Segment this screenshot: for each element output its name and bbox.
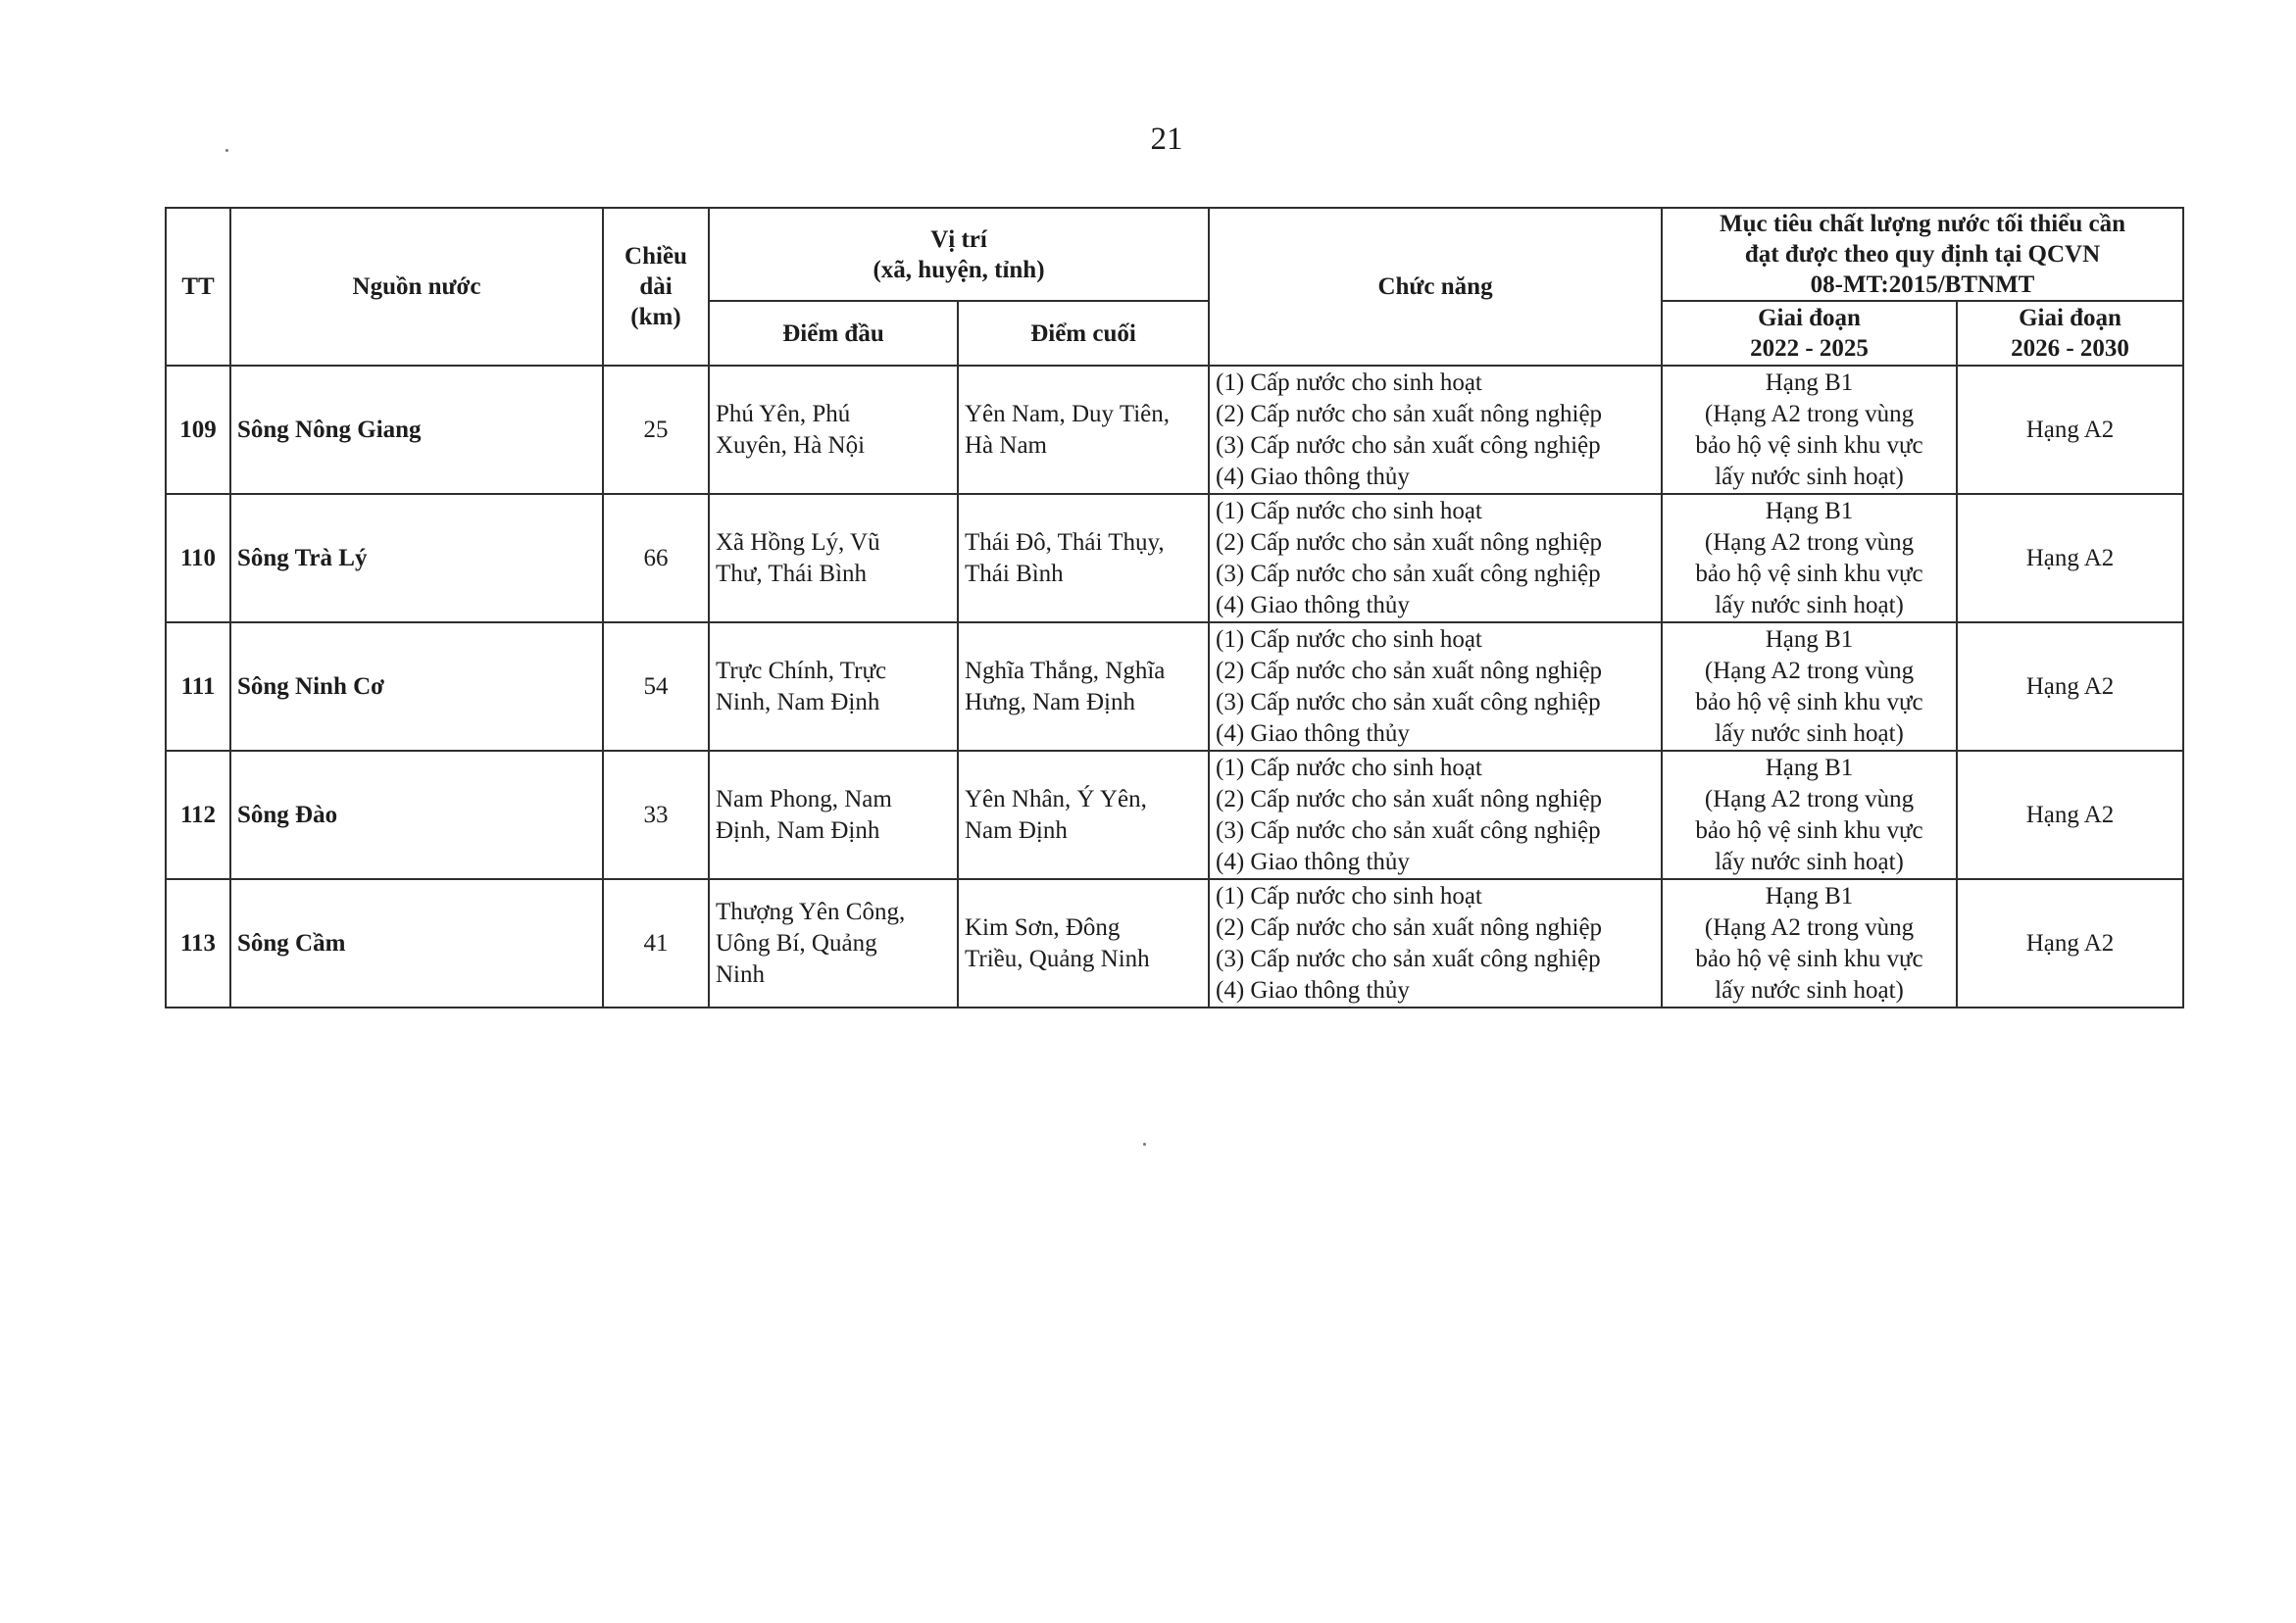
table-row [166, 879, 2183, 1008]
start-point-line: Uông Bí, Quảng [716, 929, 877, 957]
start-point [709, 622, 958, 751]
function-item: (4) Giao thông thủy [1216, 463, 1410, 490]
start-point [709, 494, 958, 622]
function-item: (1) Cấp nước cho sinh hoạt [1216, 497, 1482, 524]
quality-line: Hạng B1 [1765, 369, 1854, 396]
page-number: 21 [1150, 122, 1183, 157]
end-point-line: Kim Sơn, Đông [965, 913, 1121, 941]
function-item: (3) Cấp nước cho sản xuất công nghiệp [1216, 431, 1601, 459]
quality-line: (Hạng A2 trong vùng [1704, 913, 1915, 941]
function-item: (3) Cấp nước cho sản xuất công nghiệp [1216, 560, 1601, 587]
header-location-line: (xã, huyện, tỉnh) [873, 256, 1045, 283]
function-item: (2) Cấp nước cho sản xuất nông nghiệp [1216, 913, 1603, 941]
end-point-line: Yên Nam, Duy Tiên, [965, 400, 1171, 427]
end-point-line: Nghĩa Thắng, Nghĩa [965, 657, 1166, 684]
start-point-line: Ninh [716, 960, 765, 988]
row-number: 110 [166, 494, 230, 622]
river-name: Sông Trà Lý [230, 494, 603, 622]
row-number: 113 [166, 879, 230, 1008]
table-row [166, 751, 2183, 879]
function-item: (4) Giao thông thủy [1216, 591, 1410, 618]
quality-2022-2025 [1662, 751, 1957, 879]
header-quality [1662, 208, 2183, 301]
header-start: Điểm đầu [709, 301, 958, 366]
function-item: (4) Giao thông thủy [1216, 719, 1410, 747]
functions [1209, 879, 1662, 1008]
function-item: (3) Cấp nước cho sản xuất công nghiệp [1216, 945, 1601, 972]
start-point [709, 879, 958, 1008]
river-name: Sông Cầm [230, 879, 603, 1008]
header-length-line: dài [639, 273, 673, 300]
header-quality-line: Mục tiêu chất lượng nước tối thiểu cần [1720, 211, 2125, 237]
start-point-line: Ninh, Nam Định [716, 688, 880, 715]
table-row [166, 366, 2183, 494]
function-item: (1) Cấp nước cho sinh hoạt [1216, 882, 1482, 910]
quality-2026-2030: Hạng A2 [1957, 366, 2183, 494]
header-length-line: (km) [630, 304, 681, 330]
quality-line: Hạng B1 [1765, 497, 1854, 524]
river-name: Sông Ninh Cơ [230, 622, 603, 751]
end-point [958, 622, 1209, 751]
end-point-line: Triều, Quảng Ninh [965, 945, 1150, 972]
header-period-line: 2026 - 2030 [2011, 335, 2129, 362]
start-point-line: Thư, Thái Bình [716, 560, 868, 587]
river-length: 33 [603, 751, 709, 879]
header-quality-line: đạt được theo quy định tại QCVN [1744, 241, 2101, 268]
start-point-line: Xuyên, Hà Nội [716, 431, 866, 459]
quality-line: bảo hộ vệ sinh khu vực [1695, 431, 1923, 459]
function-item: (4) Giao thông thủy [1216, 976, 1410, 1004]
function-item: (1) Cấp nước cho sinh hoạt [1216, 754, 1482, 781]
functions [1209, 366, 1662, 494]
header-length-line: Chiều [624, 243, 687, 270]
river-length: 66 [603, 494, 709, 622]
row-number: 109 [166, 366, 230, 494]
function-item: (1) Cấp nước cho sinh hoạt [1216, 369, 1482, 396]
header-source: Nguồn nước [230, 208, 603, 366]
header-quality-line: 08-MT:2015/BTNMT [1810, 271, 2035, 298]
quality-line: lấy nước sinh hoạt) [1715, 976, 1904, 1004]
quality-2022-2025 [1662, 622, 1957, 751]
header-period-2022-2025 [1662, 301, 1957, 366]
quality-2026-2030: Hạng A2 [1957, 879, 2183, 1008]
end-point [958, 366, 1209, 494]
function-item: (2) Cấp nước cho sản xuất nông nghiệp [1216, 400, 1603, 427]
quality-2022-2025 [1662, 879, 1957, 1008]
header-period-line: Giai đoạn [1758, 305, 1861, 331]
quality-line: lấy nước sinh hoạt) [1715, 463, 1904, 490]
end-point [958, 879, 1209, 1008]
river-length: 41 [603, 879, 709, 1008]
start-point-line: Định, Nam Định [716, 816, 880, 844]
function-item: (2) Cấp nước cho sản xuất nông nghiệp [1216, 657, 1603, 684]
quality-2026-2030: Hạng A2 [1957, 751, 2183, 879]
quality-line: (Hạng A2 trong vùng [1704, 657, 1915, 684]
functions [1209, 622, 1662, 751]
quality-line: lấy nước sinh hoạt) [1715, 591, 1904, 618]
start-point-line: Phú Yên, Phú [716, 400, 851, 427]
quality-2026-2030: Hạng A2 [1957, 622, 2183, 751]
functions [1209, 494, 1662, 622]
table-row [166, 622, 2183, 751]
quality-line: (Hạng A2 trong vùng [1704, 785, 1915, 812]
end-point-line: Nam Định [965, 816, 1068, 844]
river-name: Sông Nông Giang [230, 366, 603, 494]
function-item: (3) Cấp nước cho sản xuất công nghiệp [1216, 816, 1601, 844]
start-point-line: Xã Hồng Lý, Vũ [716, 528, 880, 556]
header-location-line: Vị trí [930, 225, 987, 253]
header-row [166, 208, 2183, 301]
end-point-line: Hà Nam [965, 431, 1047, 459]
table-row [166, 494, 2183, 622]
quality-2022-2025 [1662, 494, 1957, 622]
end-point-line: Thái Đô, Thái Thụy, [965, 528, 1165, 556]
scan-speck [1143, 1143, 1146, 1146]
quality-line: Hạng B1 [1765, 625, 1854, 653]
row-number: 112 [166, 751, 230, 879]
function-item: (2) Cấp nước cho sản xuất nông nghiệp [1216, 785, 1603, 812]
quality-line: Hạng B1 [1765, 754, 1854, 781]
header-end: Điểm cuối [958, 301, 1209, 366]
end-point-line: Hưng, Nam Định [965, 688, 1135, 715]
start-point-line: Thượng Yên Công, [716, 898, 906, 925]
quality-2022-2025 [1662, 366, 1957, 494]
quality-line: (Hạng A2 trong vùng [1704, 528, 1915, 556]
start-point [709, 366, 958, 494]
header-period-2026-2030 [1957, 301, 2183, 366]
scan-speck [225, 149, 228, 152]
quality-line: bảo hộ vệ sinh khu vực [1695, 560, 1923, 587]
start-point [709, 751, 958, 879]
river-name: Sông Đào [230, 751, 603, 879]
quality-line: lấy nước sinh hoạt) [1715, 848, 1904, 875]
header-period-line: 2022 - 2025 [1750, 335, 1869, 362]
end-point-line: Thái Bình [965, 560, 1064, 587]
water-source-table [165, 207, 2184, 1008]
header-period-line: Giai đoạn [2019, 305, 2121, 331]
end-point-line: Yên Nhân, Ý Yên, [965, 785, 1147, 812]
function-item: (3) Cấp nước cho sản xuất công nghiệp [1216, 688, 1601, 715]
river-length: 54 [603, 622, 709, 751]
quality-line: (Hạng A2 trong vùng [1704, 400, 1915, 427]
row-number: 111 [166, 622, 230, 751]
end-point [958, 751, 1209, 879]
river-length: 25 [603, 366, 709, 494]
header-function: Chức năng [1209, 208, 1662, 366]
function-item: (1) Cấp nước cho sinh hoạt [1216, 625, 1482, 653]
start-point-line: Trực Chính, Trực [716, 657, 887, 684]
quality-line: bảo hộ vệ sinh khu vực [1695, 816, 1923, 844]
function-item: (4) Giao thông thủy [1216, 848, 1410, 875]
header-length [603, 208, 709, 366]
header-location [709, 208, 1209, 301]
start-point-line: Nam Phong, Nam [716, 785, 892, 812]
quality-line: Hạng B1 [1765, 882, 1854, 910]
quality-line: lấy nước sinh hoạt) [1715, 719, 1904, 747]
quality-2026-2030: Hạng A2 [1957, 494, 2183, 622]
header-tt: TT [166, 208, 230, 366]
functions [1209, 751, 1662, 879]
end-point [958, 494, 1209, 622]
quality-line: bảo hộ vệ sinh khu vực [1695, 945, 1923, 972]
quality-line: bảo hộ vệ sinh khu vực [1695, 688, 1923, 715]
function-item: (2) Cấp nước cho sản xuất nông nghiệp [1216, 528, 1603, 556]
